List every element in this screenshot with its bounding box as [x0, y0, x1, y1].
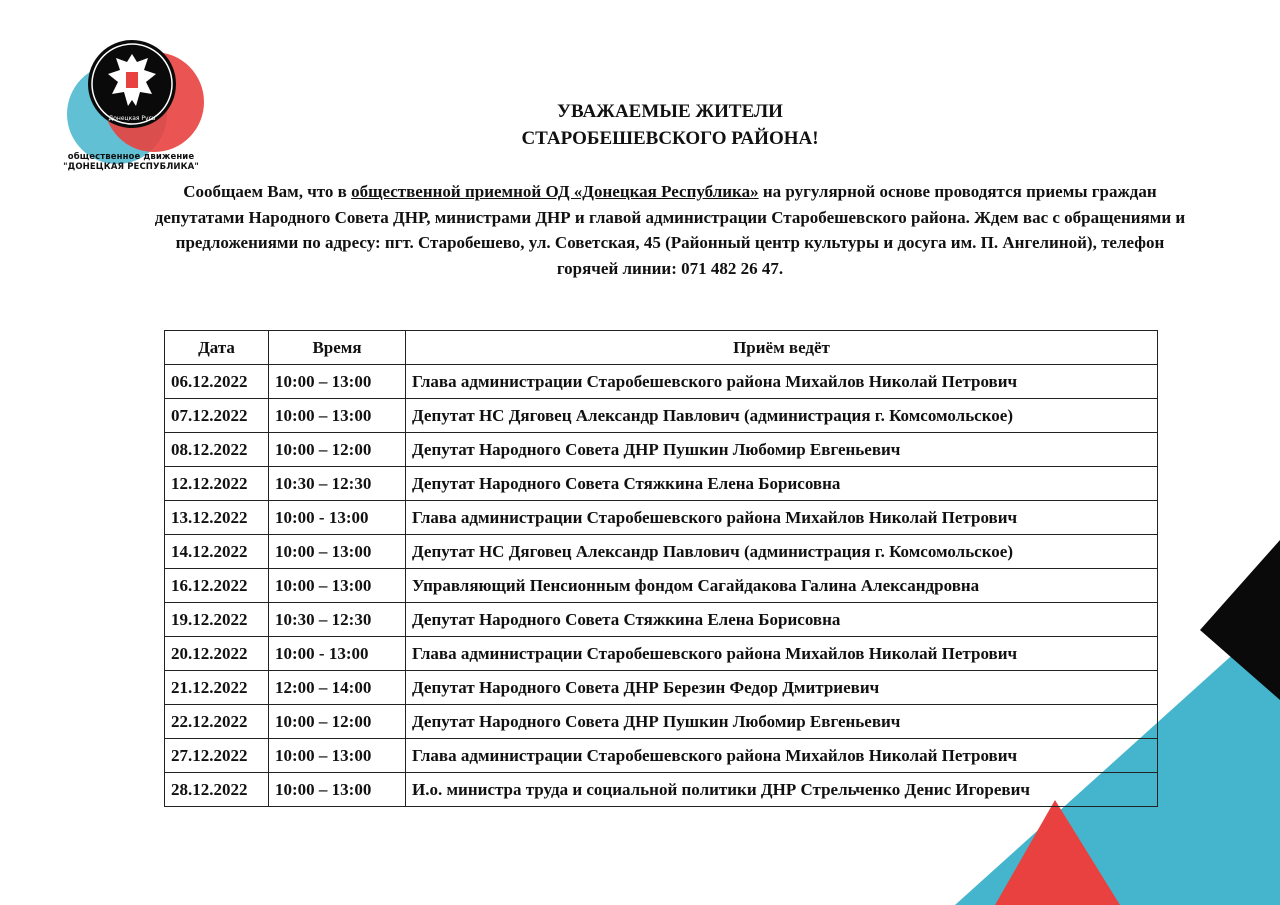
cell-time: 10:00 – 13:00: [269, 569, 406, 603]
cell-time: 10:00 - 13:00: [269, 501, 406, 535]
intro-underlined: общественной приемной ОД «Донецкая Республика»: [351, 182, 759, 201]
cell-time: 10:00 – 13:00: [269, 739, 406, 773]
table-row: [165, 501, 1158, 535]
intro-paragraph: [150, 179, 1190, 281]
cell-host: Глава администрации Старобешевского района Михайлов Николай Петрович: [406, 637, 1158, 671]
cell-date: 06.12.2022: [165, 365, 269, 399]
cell-host: И.о. министра труда и социальной политики ДНР Стрельченко Денис Игоревич: [406, 773, 1158, 807]
table-row: [165, 705, 1158, 739]
cell-host: Депутат Народного Совета ДНР Пушкин Любомир Евгеньевич: [406, 433, 1158, 467]
cell-date: 27.12.2022: [165, 739, 269, 773]
cell-date: 12.12.2022: [165, 467, 269, 501]
cell-date: 20.12.2022: [165, 637, 269, 671]
header-date: Дата: [165, 331, 269, 365]
table-row: [165, 637, 1158, 671]
table-row: [165, 569, 1158, 603]
table-row: [165, 535, 1158, 569]
table-header-row: [165, 331, 1158, 365]
table-row: [165, 433, 1158, 467]
cell-time: 10:00 – 13:00: [269, 399, 406, 433]
cell-host: Депутат Народного Совета ДНР Березин Федор Дмитриевич: [406, 671, 1158, 705]
cell-host: Депутат НС Дяговец Александр Павлович (администрация г. Комсомольское): [406, 535, 1158, 569]
cell-time: 10:00 - 13:00: [269, 637, 406, 671]
header-time: Время: [269, 331, 406, 365]
logo-caption: [56, 152, 206, 172]
logo-ring-text: Донецкая Русь: [108, 115, 156, 122]
schedule-body: [165, 365, 1158, 807]
cell-date: 13.12.2022: [165, 501, 269, 535]
cell-host: Депутат НС Дяговец Александр Павлович (администрация г. Комсомольское): [406, 399, 1158, 433]
table-row: [165, 603, 1158, 637]
cell-host: Глава администрации Старобешевского района Михайлов Николай Петрович: [406, 739, 1158, 773]
title-line2: СТАРОБЕШЕВСКОГО РАЙОНА!: [521, 128, 819, 149]
cell-host: Депутат Народного Совета Стяжкина Елена Борисовна: [406, 467, 1158, 501]
table-row: [165, 467, 1158, 501]
table-row: [165, 365, 1158, 399]
cell-host: Управляющий Пенсионным фондом Сагайдакова Галина Александровна: [406, 569, 1158, 603]
cell-time: 12:00 – 14:00: [269, 671, 406, 705]
intro-before: Сообщаем Вам, что в: [183, 182, 352, 201]
cell-time: 10:00 – 12:00: [269, 433, 406, 467]
logo-caption-line2: "ДОНЕЦКАЯ РЕСПУБЛИКА": [63, 162, 199, 172]
cell-time: 10:00 – 13:00: [269, 773, 406, 807]
table-row: [165, 671, 1158, 705]
cell-date: 19.12.2022: [165, 603, 269, 637]
cell-time: 10:30 – 12:30: [269, 603, 406, 637]
cell-date: 08.12.2022: [165, 433, 269, 467]
cell-host: Депутат Народного Совета ДНР Пушкин Любомир Евгеньевич: [406, 705, 1158, 739]
cell-date: 16.12.2022: [165, 569, 269, 603]
cell-date: 14.12.2022: [165, 535, 269, 569]
cell-host: Депутат Народного Совета Стяжкина Елена Борисовна: [406, 603, 1158, 637]
table-row: [165, 739, 1158, 773]
page-title: [420, 98, 920, 152]
cell-date: 22.12.2022: [165, 705, 269, 739]
schedule-table: [164, 330, 1158, 807]
cell-date: 21.12.2022: [165, 671, 269, 705]
intro-after: на ругулярной основе проводятся приемы граждан депутатами Народного Совета ДНР, министрами ДНР и главой администрации Старобешевского района. Ждем вас с обращениями и предложениями по адресу: пгт. Старобешево, ул. Советская, 45 (Районный центр культуры и досуга им. П. Ангелиной), телефон горячей линии: 071 482 26 47.: [154, 182, 1186, 278]
cell-date: 07.12.2022: [165, 399, 269, 433]
header-host: Приём ведёт: [406, 331, 1158, 365]
cell-date: 28.12.2022: [165, 773, 269, 807]
cell-time: 10:00 – 13:00: [269, 535, 406, 569]
title-line1: УВАЖАЕМЫЕ ЖИТЕЛИ: [557, 101, 783, 122]
cell-time: 10:30 – 12:30: [269, 467, 406, 501]
table-row: [165, 773, 1158, 807]
logo-caption-line1: общественное движение: [67, 152, 195, 162]
cell-time: 10:00 – 13:00: [269, 365, 406, 399]
cell-host: Глава администрации Старобешевского района Михайлов Николай Петрович: [406, 365, 1158, 399]
cell-time: 10:00 – 12:00: [269, 705, 406, 739]
table-row: [165, 399, 1158, 433]
cell-host: Глава администрации Старобешевского района Михайлов Николай Петрович: [406, 501, 1158, 535]
